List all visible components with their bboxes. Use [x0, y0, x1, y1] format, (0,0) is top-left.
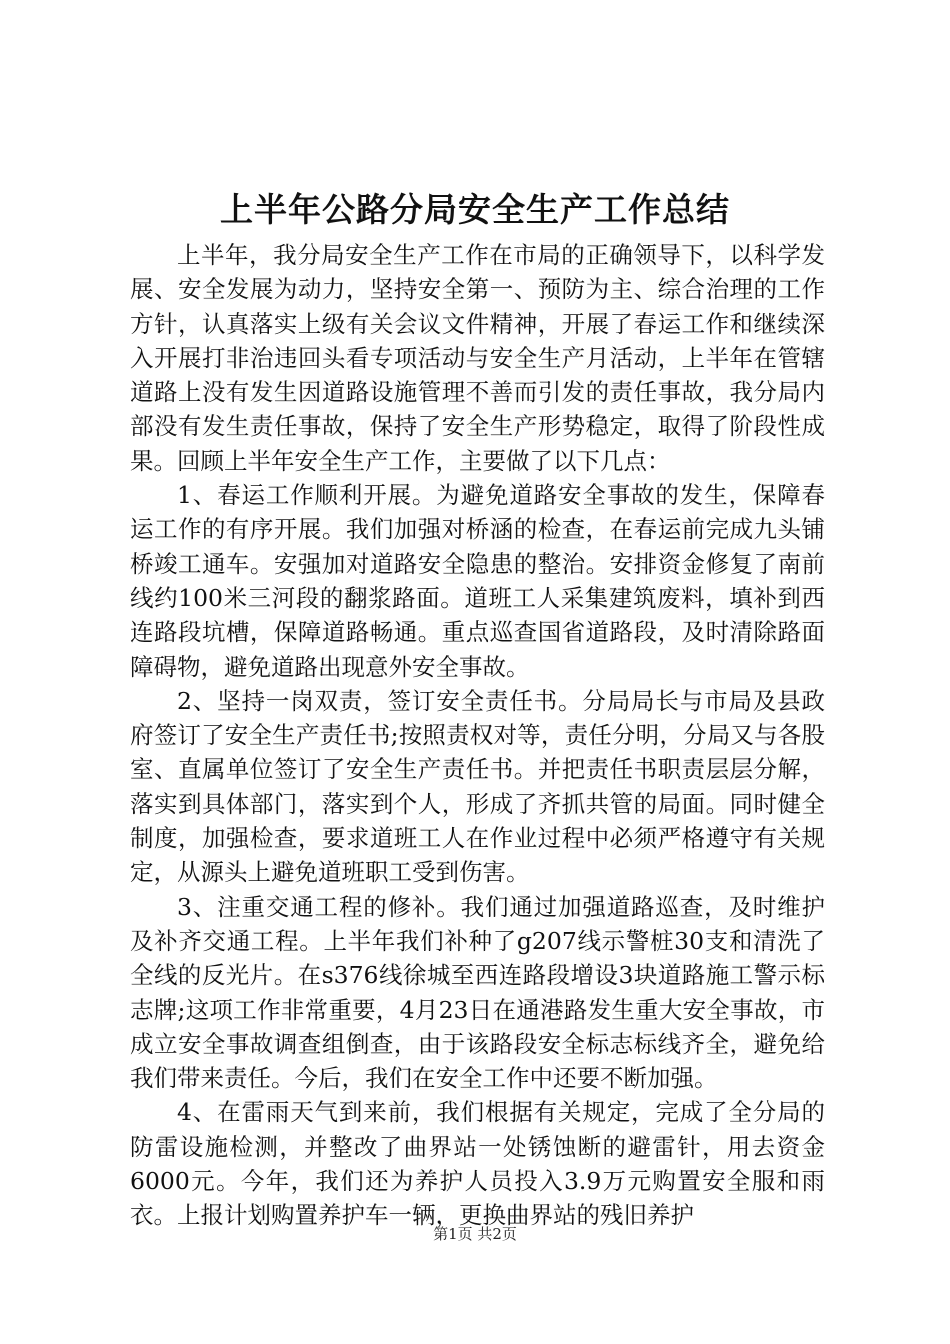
paragraph-intro: 上半年，我分局安全生产工作在市局的正确领导下，以科学发展、安全发展为动力，坚持安全第一、预防为主、综合治理的工作方针，认真落实上级有关会议文件精神，开展了春运工作和继续深入开展打非治违回头看专项活动与安全生产月活动，上半年在管辖道路上没有发生因道路设施管理不善而引发的责任事故，我分局内部没有发生责任事故，保持了安全生产形势稳定，取得了阶段性成果。回顾上半年安全生产工作，主要做了以下几点： — [130, 241, 825, 475]
paragraph-item-3: 3、注重交通工程的修补。我们通过加强道路巡查，及时维护及补齐交通工程。上半年我们补种了g207线示警桩30支和清洗了全线的反光片。在s376线徐城至西连路段增设3块道路施工警示标志牌;这项工作非常重要，4月23日在通港路发生重大安全事故，市成立安全事故调查组倒查，由于该路段安全标志标线齐全，避免给我们带来责任。今后，我们在安全工作中还要不断加强。 — [130, 892, 825, 1093]
paragraph-item-2: 2、坚持一岗双责，签订安全责任书。分局局长与市局及县政府签订了安全生产责任书;按照责权对等，责任分明，分局又与各股室、直属单位签订了安全生产责任书。并把责任书职责层层分解，落实到具体部门，落实到个人，形成了齐抓共管的局面。同时健全制度，加强检查，要求道班工人在作业过程中必须严格遵守有关规定，从源头上避免道班职工受到伤害。 — [130, 686, 825, 887]
document-body — [130, 238, 825, 1233]
paragraph-item-1: 1、春运工作顺利开展。为避免道路安全事故的发生，保障春运工作的有序开展。我们加强对桥涵的检查，在春运前完成九头铺桥竣工通车。安强加对道路安全隐患的整治。安排资金修复了南前线约100米三河段的翻浆路面。道班工人采集建筑废料，填补到西连路段坑槽，保障道路畅通。重点巡查国省道路段，及时清除路面障碍物，避免道路出现意外安全事故。 — [130, 481, 825, 681]
document-title: 上半年公路分局安全生产工作总结 — [220, 190, 730, 229]
paragraph-item-4: 4、在雷雨天气到来前，我们根据有关规定，完成了全分局的防雷设施检测，并整改了曲界站一处锈蚀断的避雷针，用去资金6000元。今年，我们还为养护人员投入3.9万元购置安全服和雨衣。上报计划购置养护车一辆，更换曲界站的残旧养护 — [130, 1098, 825, 1230]
page-footer: 第1页 共2页 — [433, 1225, 517, 1243]
